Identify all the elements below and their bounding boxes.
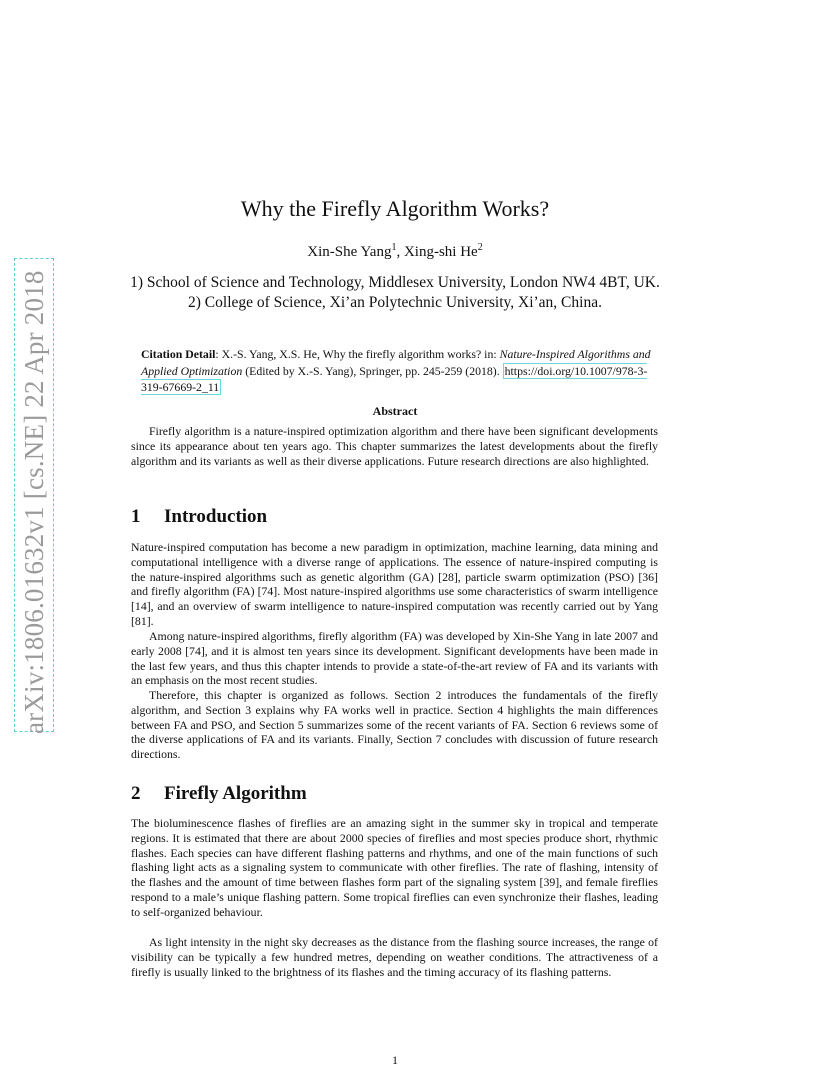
section-heading bbox=[131, 506, 267, 528]
paragraph: As light intensity in the night sky decreases as the distance from the flashing source increases, the range of visibility can be typically a few hundred metres, depending on weather conditions. The attractiveness of a firefly is usually linked to the brightness of its flashes and the timing accuracy of its flashing patterns. bbox=[131, 935, 658, 979]
section-number: 2 bbox=[131, 783, 141, 804]
abstract-heading: Abstract bbox=[372, 404, 418, 418]
book-title: Nature-Inspired Algorithms and Applied Optimization bbox=[141, 347, 651, 378]
paragraph: Among nature-inspired algorithms, firefly algorithm (FA) was developed by Xin-She Yang in late 2007 and early 2008 [74], and it is almost ten years since its development. Significant developments have been made in the last few years, and thus this chapter intends to provide a state-of-the-art review of FA and its variants with an emphasis on the most recent studies. bbox=[131, 629, 658, 688]
paragraph: Therefore, this chapter is organized as follows. Section 2 introduces the fundamentals of the firefly algorithm, and Section 3 explains why FA works well in practice. Section 4 highlights the main differences between FA and PSO, and Section 5 summarizes some of the recent variants of FA. Section 6 reviews some of the diverse applications of FA and its variants. Finally, Section 7 concludes with discussion of future research directions. bbox=[131, 688, 658, 762]
paper-title: Why the Firefly Algorithm Works? bbox=[240, 196, 550, 221]
citation-detail bbox=[141, 346, 651, 396]
doi-link[interactable]: https://doi.org/10.1007/978-3-319-67669-2_11 bbox=[141, 363, 648, 394]
affiliation-marker: 2 bbox=[477, 242, 483, 253]
citation-text: (Edited by X.-S. Yang), Springer, pp. 245-259 (2018). bbox=[242, 363, 500, 378]
citation-label: Citation Detail bbox=[141, 347, 216, 361]
page-number: 1 bbox=[392, 1053, 398, 1067]
affiliation: 1) School of Science and Technology, Middlesex University, London NW4 4BT, UK. bbox=[130, 274, 660, 291]
author-separator: , bbox=[396, 244, 404, 260]
author-line bbox=[0, 242, 790, 261]
citation-text: : X.-S. Yang, X.S. He, Why the firefly algorithm works? in: bbox=[215, 347, 500, 361]
arxiv-identifier[interactable]: arXiv:1806.01632v1 [cs.NE] 22 Apr 2018 bbox=[19, 270, 49, 734]
affiliation-marker: 1 bbox=[391, 242, 397, 253]
abstract-text: Firefly algorithm is a nature-inspired optimization algorithm and there have been significant developments since its appearance about ten years ago. This chapter summarizes the latest developments about the firefly algorithm and its variants as well as their diverse applications. Future research directions are also highlighted. bbox=[131, 424, 658, 468]
section-title: Firefly Algorithm bbox=[164, 783, 307, 804]
paragraph: Nature-inspired computation has become a new paradigm in optimization, machine learning, data mining and computational intelligence with a diverse range of applications. The essence of nature-inspired computing is the nature-inspired algorithms such as genetic algorithm (GA) [28], particle swarm optimization (PSO) [36] and firefly algorithm (FA) [74]. Most nature-inspired algorithms use some characteristics of swarm intelligence [14], and an overview of swarm intelligence to nature-inspired computation was recently carried out by Yang [81]. bbox=[131, 540, 658, 628]
paragraph: The bioluminescence flashes of fireflies are an amazing sight in the summer sky in tropical and temperate regions. It is estimated that there are about 2000 species of fireflies and most species produce short, rhythmic flashes. Each species can have different flashing patterns and rhythms, and one of the main functions of such flashing light acts as a signaling system to communicate with other fireflies. The rate of flashing, intensity of the flashes and the amount of time between flashes form part of the signaling system [39], and female fireflies respond to a male’s unique flashing pattern. Some tropical fireflies can even synchronize their flashes, leading to self-organized behaviour. bbox=[131, 816, 658, 919]
section-number: 1 bbox=[131, 506, 141, 527]
section-title: Introduction bbox=[164, 506, 268, 527]
author-name: Xing-shi He bbox=[403, 244, 478, 260]
author-name: Xin-She Yang bbox=[307, 244, 392, 260]
affiliation: 2) College of Science, Xi’an Polytechnic University, Xi’an, China. bbox=[188, 294, 602, 311]
section-heading bbox=[131, 783, 307, 805]
